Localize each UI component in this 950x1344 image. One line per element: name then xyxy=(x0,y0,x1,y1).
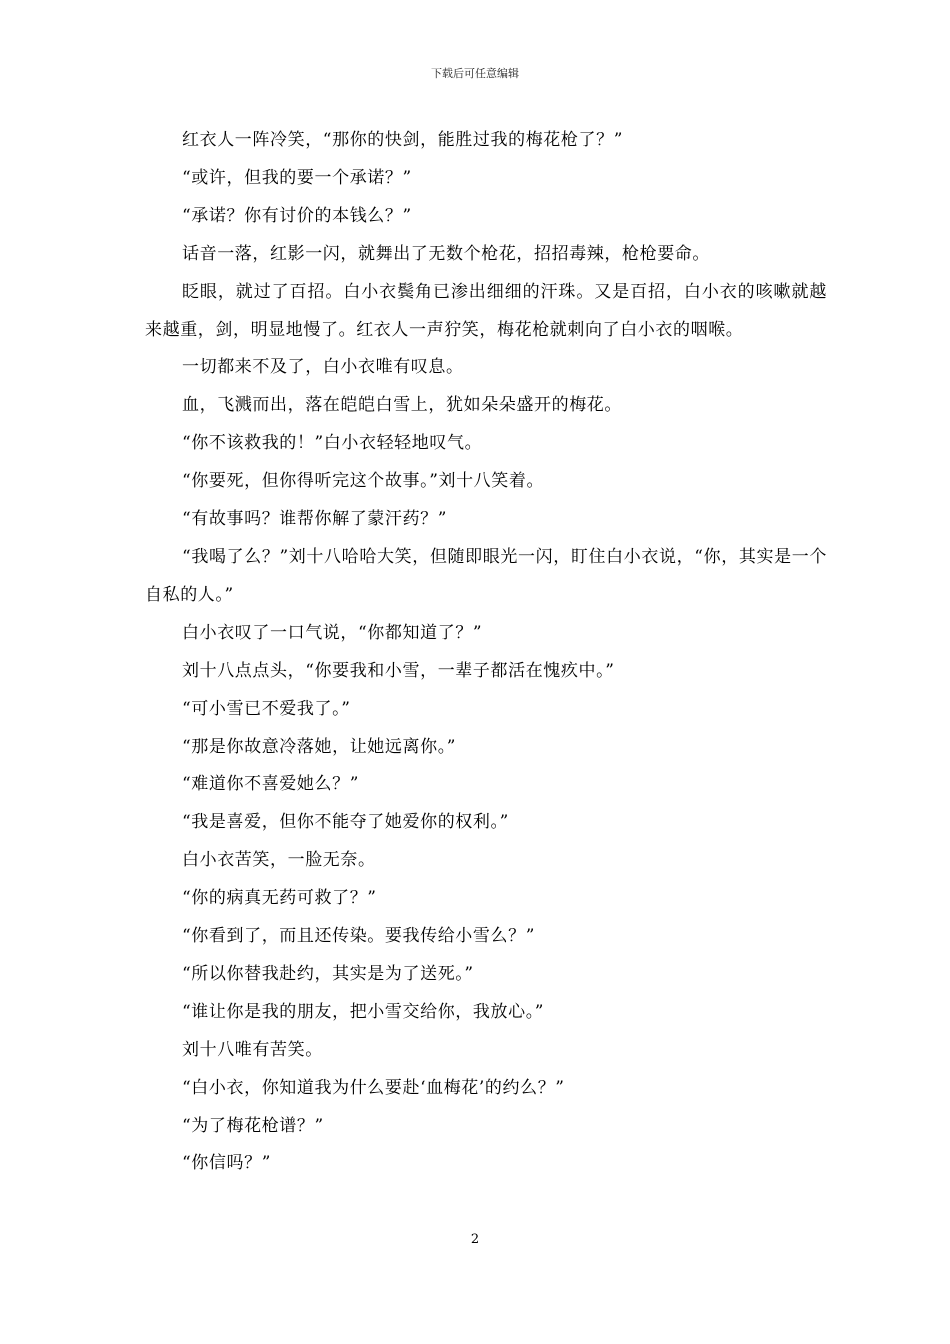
paragraph: “我是喜爱，但你不能夺了她爱你的权利。” xyxy=(182,812,509,833)
paragraph: 白小衣叹了一口气说，“你都知道了？” xyxy=(182,622,483,643)
paragraph: 眨眼，就过了百招。白小衣鬓角已渗出细细的汗珠。又是百招，白小衣的咳嗽就越来越重，剑，明显地慢了。红衣人一声狞笑，梅花枪就刺向了白小衣的咽喉。 xyxy=(145,281,827,340)
paragraph: 刘十八唯有苦笑。 xyxy=(182,1039,323,1060)
paragraph: “你信吗？” xyxy=(182,1153,271,1174)
paragraph: “谁让你是我的朋友，把小雪交给你，我放心。” xyxy=(182,1001,545,1022)
paragraph: 血，飞溅而出，落在皑皑白雪上，犹如朵朵盛开的梅花。 xyxy=(182,395,622,416)
paragraph: “有故事吗？谁帮你解了蒙汗药？” xyxy=(182,509,447,530)
paragraph: “你的病真无药可救了？” xyxy=(182,888,377,909)
paragraph: “或许，但我的要一个承诺？” xyxy=(182,167,412,188)
paragraph: “承诺？你有讨价的本钱么？” xyxy=(182,205,412,226)
paragraph: “你不该救我的！”白小衣轻轻地叹气。 xyxy=(182,433,483,454)
paragraph: 一切都来不及了，白小衣唯有叹息。 xyxy=(182,357,464,378)
paragraph: “难道你不喜爱她么？” xyxy=(182,774,359,795)
page-number: 2 xyxy=(470,1232,480,1247)
paragraph: “可小雪已不爱我了。” xyxy=(182,698,351,719)
paragraph: 白小衣苦笑，一脸无奈。 xyxy=(182,850,376,871)
paragraph: “你看到了，而且还传染。要我传给小雪么？” xyxy=(182,926,535,947)
paragraph: “你要死，但你得听完这个故事。”刘十八笑着。 xyxy=(182,471,545,492)
page-header: 下载后可任意编辑 xyxy=(431,67,519,80)
document-body xyxy=(145,122,827,1183)
paragraph: “那是你故意冷落她，让她远离你。” xyxy=(182,736,457,757)
paragraph: 话音一落，红影一闪，就舞出了无数个枪花，招招毒辣，枪枪要命。 xyxy=(182,243,710,264)
paragraph: “我喝了么？”刘十八哈哈大笑，但随即眼光一闪，盯住白小衣说，“你，其实是一个自私的人。” xyxy=(145,546,827,605)
paragraph: “白小衣，你知道我为什么要赴‘血梅花’的约么？” xyxy=(182,1077,565,1098)
paragraph: “为了梅花枪谱？” xyxy=(182,1115,324,1136)
paragraph: 红衣人一阵冷笑，“那你的快剑，能胜过我的梅花枪了？” xyxy=(182,130,623,150)
paragraph: 刘十八点点头，“你要我和小雪，一辈子都活在愧疚中。” xyxy=(182,660,615,681)
paragraph: “所以你替我赴约，其实是为了送死。” xyxy=(182,963,474,984)
